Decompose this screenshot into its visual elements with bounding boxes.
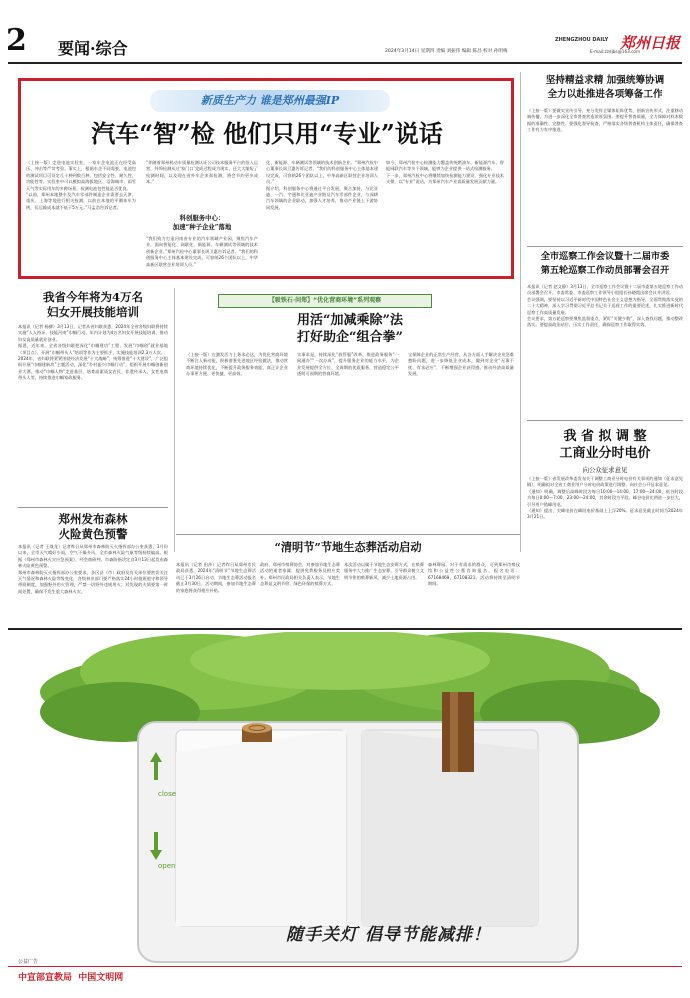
- ad-open-label: open: [158, 862, 176, 870]
- center-col-2: 实事求是，持续深化“放管服”改革，推进政务服务“一网通办”“一次办成”，提升服务企业的能力水平，为企业发展提供全方位、全周期的优质服务，营造稳定公平透明可预期的营商环境。: [297, 352, 399, 377]
- feature-lead: [26, 160, 136, 274]
- feature-banner: [150, 90, 390, 112]
- ad-tag: 公益广告: [18, 959, 39, 965]
- right-subhead-3: 向公众征求意见: [582, 466, 628, 474]
- center-headline: 用活“加减乘除”法 打好助企“组合拳”: [297, 313, 403, 345]
- left-article-1: 本报讯（记者 杨柳）3月13日，记者从省妇联获悉，2024年全省各级妇联将持续实施“人人持证、技能河南”巾帼行动，年内计划为4万名妇女开展技能培训，推动妇女高质量就业创业。 据悉，近年来，全省各级妇联把深化“巾帼建功”工程、发展“巾帼创”就业基地（项目点）、开展“巾帼带头人”培训等作为主要抓手，实施技能培训2.3万人次。 2024年，省妇联将紧紧围绕经济发展“十大战略”，统筹推进“十大建设”，广泛组织开展“巾帼建新功”主题活动，深化“乡村振兴巾帼行动”，组织开展巾帼创新创业大赛，推动“巾帼人物”走进基层，培育高素质女农民、非遗传承人、女性电商带头人等，持续推进巾帼家政服务。: [18, 324, 168, 381]
- feature-col2a: “伴随着郑州机动车质量检测认证公司技术服务平台的投入运营，外埠检测从过‘家门口’完成过程成为现实，还大大缩短了检测时间，以及现在省外车企来郑检测，将会节约更多成本。”: [146, 160, 258, 185]
- feature-lead-p1: （上接一版）走进电池实验室，一家车企电池正在经受高压、冲击等严苛考验。事实上，根据车企不同需要，电池包的测试项目可设定几十种到数百种，包括安全性、耐久性、功能性等。实验室中可以模拟高海拔地区、沿海城市、雨雪天气等实际用车的多种场景，检测电池包性能是否优良。: [26, 160, 136, 191]
- feature-col4: 如今，郑州汽检中心检测能力覆盖传统燃油车、新能源汽车、智能网联汽车等多个领域，能够为企业提供一站式检测服务。 下一步，郑州汽检中心将继续加快检测能力建设，强化专业技术支撑，以“专业”说话，为郑州汽车产业高质量发展贡献力量。: [386, 160, 504, 185]
- ad-slogan: 随手关灯 倡导节能减排！: [286, 925, 491, 945]
- right-headline-1: 坚持精益求精 加强统筹协调 全力以赴推进各项筹备工作: [545, 75, 665, 100]
- qingming-headline: “清明节”节地生态葬活动启动: [274, 540, 422, 554]
- left-column-divider: [174, 288, 175, 552]
- qingming-col-4: 森林葬园，对于有需求的群众，可到郑州市殡仪馆和公益性公墓咨询报名，报名电话：67168469，67108321。活动将持续至清明节期间。: [428, 562, 520, 587]
- qingming-rule: [176, 534, 520, 535]
- feature-lead-p2: “以前，郑州本地整车及汽车零部件制造企业需要去天津、重庆、上海等地进行相关检测，以前在本地的平潮来车为例，仅运输成本就不低于5万元。”马孟浩告诉记者。: [26, 192, 136, 210]
- section-title: 要闻·综合: [58, 39, 128, 58]
- paper-en: ZHENGZHOU DAILY: [555, 37, 609, 43]
- footer-credit: 中宣部宣教局 中国文明网: [18, 973, 124, 983]
- date-line: 2024年3月14日 星期四 责编 刘振伟 编辑 陈昌 校对 孙明梅: [385, 49, 508, 54]
- email: E-mail:zzdjbs@163.com: [590, 49, 641, 54]
- ad-close-label: close: [158, 790, 177, 798]
- right-column-divider: [520, 72, 521, 552]
- left-headline-2: 郑州发布森林 火险黄色预警: [58, 512, 128, 541]
- right-article-1: （上接一版）要做实宣传引导，充分发挥全媒体矩阵优势，创新宣传形式，注重移动端传播，为进一步深化全市普查营造浓厚氛围。要提升普查质量，全力保障对样本数据的准确性、完整性。要强化督导检查，严格落实各级普查机构主体责任，确保普查工作有力有序推进。: [527, 108, 683, 133]
- masthead-rule: [8, 62, 682, 64]
- feature-col3: 化、新能源、车辆测试等领域的技术创新企业。“郑州汽检中心董事长周卫惠告诉记者，“我们的科创服务中心主体基本建设完成，可容纳26个团队以上，中华高新区联营企业培训人员。” 据介绍，科创服务中心将通过平台发展，聚合加持，与比亚迪、一汽、宇通和比亚迪产业链及汽车零部件企业，与深耕汽车领域的企业联动，加强人才培养，推动产业链上下游协同发展。: [266, 160, 378, 210]
- footer-rule: [8, 966, 682, 967]
- qingming-col-3: 本次活动以属于节地生态安葬方式，在殡葬服务中大力推广生态安葬，引导群众树立文明节俭的殡葬新风，减少土地资源占用。: [344, 562, 424, 580]
- qingming-col-1: 本报讯（记者 田莎）记者昨日从郑州市民政局获悉，2024年“清明节”节地生态葬活动已于3月26日启动，节地生态葬活动报名截止3月30日。活动期间，参加节地生态葬的家庭将获得相应补贴。: [176, 562, 256, 593]
- right-rule-1: [527, 246, 683, 247]
- center-col-3: 宝保障企业的正常生产经营，从各方面入手解决企业急难愁盼问题，进一步降低企业成本，做到对企业“无事不扰、有求必应”，不断增强企业获得感，推动经济高质量发展。: [408, 352, 514, 377]
- tree-trunk-icon: [442, 692, 474, 772]
- left-headline-1: 我省今年将为4万名 妇女开展技能培训: [42, 290, 143, 319]
- tree-stump-icon: [242, 723, 272, 742]
- paper-logo: 郑州日报: [620, 34, 681, 52]
- ad-top-rule: [8, 628, 682, 630]
- right-article-3: （上接一版）省发展改革委发布关于调整工商业分时电价有关事项的通知（征求意见稿），明确拟对全省工商业用户分时电价政策进行调整，向社会公开征求意见。 《通知》明确，调整后高峰时段为每日10:00—14:00、17:00—24:00，低谷时段为每日0:00—7:00、23:00—24:00，其余时段为平段。峰谷电价比例进一步拉大，引导用户错峰用电。 《通知》提出，尖峰电价在峰段电价基础上上浮20%。征求意见截止时间为2024年3月21日。: [527, 476, 683, 520]
- page-number: 2: [6, 23, 27, 58]
- feature-banner-text: 新质生产力 谁是郑州最强IP: [200, 94, 340, 107]
- left-article-2: 本报讯（记者 王战龙）记者昨日从郑州市森林防灭火指挥部办公室获悉，3月份以来，全市天气晴好少雨，空气干燥多风，全市森林火险气象等级持续偏高。根据《郑州市森林火灾应急预案》，经会商研判，市森防指决定自3月13日起发布森林火险黄色预警。 郑州市森林防灭火指挥部办公室要求，各区县（市）政府及有关单位要密切关注天气情况和森林火险等级变化，各级林业部门要严格落实24小时值班值守和领导带班制度，加强野外用火管理，严禁一切野外违规用火；对发现的火情要第一时间处置，确保不发生重大森林火灾。: [18, 544, 168, 594]
- feature-col2b: “我们致力打造河南省专业的汽车领域产业园，聚焦汽车产业，面向智能化、网联化、新能源，车辆测试等领域的技术创新企业。”郑州汽检中心董事长周卫惠告诉记者。“我们的科创服务中心主体基本建设完成，可容纳26个团队以上，中华高新区联营企业培训人员。”: [146, 236, 258, 267]
- center-banner-text: 【吸铁石·问郑】“优化营商环境”系列观察: [268, 297, 382, 304]
- right-headline-3: 我 省 拟 调 整 工商业分时电价: [559, 429, 651, 461]
- right-article-2: 本报讯（记者 赵文静）3月13日，全市巡察工作会议暨十二届市委第五轮巡察工作动员部署会召开。市委常委、市委巡察工作领导小组组长孙晓霞出席会议并讲话。 会议强调，要坚持以习近平新时代中国特色社会主义思想为指导，全面贯彻落实党的二十大精神，深入学习贯彻习近平总书记关于巡视工作的重要论述，扎实推进新时代巡察工作高质量发展。 会议要求，第五轮巡察要聚焦监督重点，紧盯“关键少数”，深入查找问题，推动整改落实。要提高政治站位，压实工作责任，确保巡察工作取得实效。: [527, 284, 683, 328]
- center-col-1: （上接一版）在激发活力上务求必达，为优化营商环境不断注入新动能，积极借鉴先进地区经验做法，推动营商环境持续优化，不断提升政务服务效能，真正让企业办事更方便、更快捷、更高效。: [186, 352, 288, 377]
- left-rule-1: [18, 507, 168, 508]
- center-banner: [218, 294, 432, 308]
- feature-subhead: 科创服务中心： 加速“种子企业”落地: [172, 214, 232, 231]
- right-headline-2: 全市巡察工作会议暨十二届市委 第五轮巡察工作动员部署会召开: [540, 251, 670, 276]
- right-rule-2: [527, 420, 683, 421]
- feature-headline: 汽车“智”检 他们只用“专业”说话: [91, 119, 443, 148]
- qingming-col-2: 政府、郑州市殡葬协会，对参加节地生态葬活动的逝者家属，提供免费服务及相应奖补。郑州市民政局相关负责人表示，节地生态葬是文明节俭、绿色环保的殡葬方式。: [260, 562, 340, 587]
